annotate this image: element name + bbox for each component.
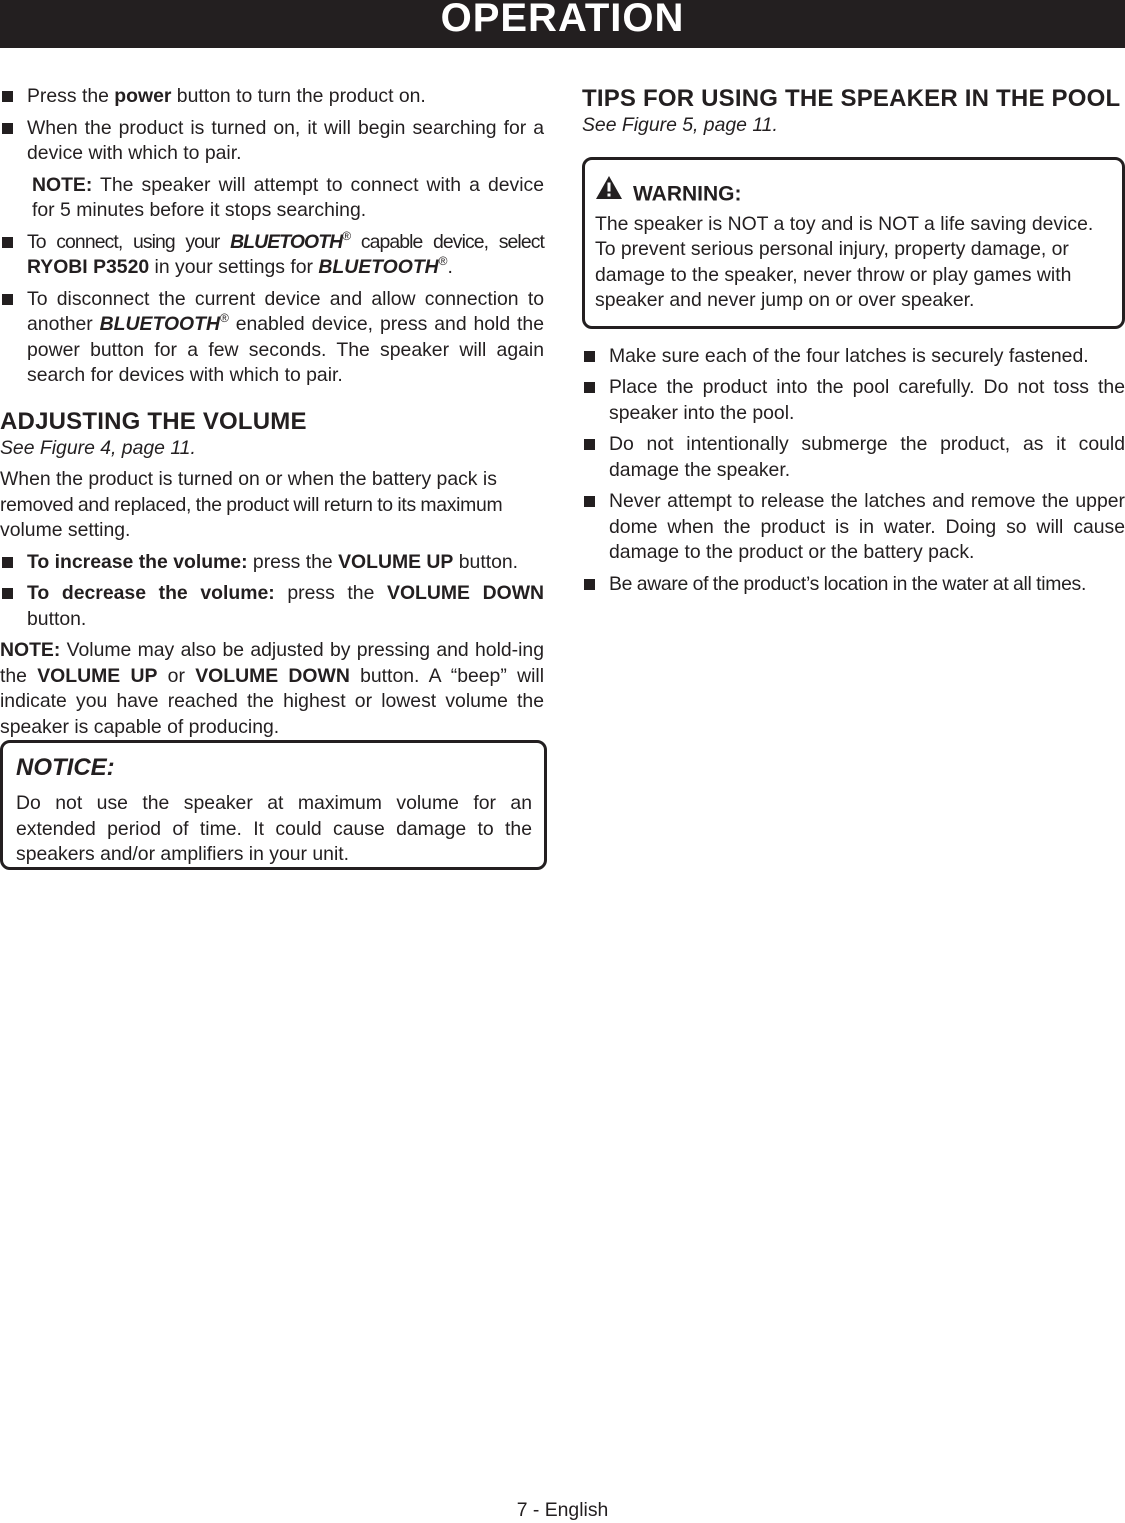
right-column [582,84,1125,603]
volume-heading: ADJUSTING THE VOLUME [0,407,307,435]
bullet-square-icon [584,382,595,393]
bullet-searching: When the product is turned on, it will begin searching for a device with which to pair. [0,116,544,167]
section-header [0,0,1125,48]
list-item: Be aware of the product’s location in the water at all times. [582,572,1125,598]
list-item: Never attempt to release the latches and remove the upper dome when the product is in water. Doing so will cause damage to the product or the battery pack. [582,489,1125,566]
warning-body: The speaker is NOT a toy and is NOT a life saving device. To prevent serious personal injury, property damage, or damage to the speaker, never throw or play games with speaker and never jump on or over speaker. [595,212,1094,311]
bullet-power-on: Press the power button to turn the product on. [0,84,544,110]
list-item: Do not intentionally submerge the product, as it could damage the speaker. [582,432,1125,483]
warning-title-row [595,178,1122,208]
bullet-square-icon [2,588,13,599]
volume-note: NOTE: Volume may also be adjusted by pressing and hold-ing the VOLUME UP or VOLUME DOWN button. A “beep” will indicate you have reached the highest or lowest volume the speaker is capable of producing. [0,639,544,738]
pool-figure-ref: See Figure 5, page 11. [582,114,778,136]
warning-box [582,157,1125,329]
volume-intro: When the product is turned on or when the battery pack is removed and replaced, the product will return to its maximum volume setting. [0,468,503,541]
bullet-square-icon [584,439,595,450]
bullet-square-icon [2,237,13,248]
section-title: OPERATION [440,0,685,40]
notice-box [0,740,547,870]
warning-triangle-icon [595,175,623,209]
bullet-increase-volume: To increase the volume: press the VOLUME UP button. [0,550,544,576]
pool-tips-list [582,344,1125,598]
page-footer: 7 - English [516,1499,609,1521]
note-search-timeout: NOTE: The speaker will attempt to connect with a device for 5 minutes before it stops searching. [32,173,544,221]
bullet-square-icon [2,557,13,568]
notice-body: Do not use the speaker at maximum volume for an extended period of time. It could cause damage to the speakers and/or amplifiers in your unit. [16,792,532,865]
bullet-disconnect: To disconnect the current device and allow connection to another BLUETOOTH® enabled device, press and hold the power button for a few seconds. The speaker will again search for devices with which to pair. [0,287,544,389]
bullet-square-icon [2,294,13,305]
warning-title: WARNING: [633,182,742,206]
bullet-square-icon [2,123,13,134]
left-column [0,84,544,740]
bullet-square-icon [584,579,595,590]
bullet-square-icon [584,496,595,507]
pool-tips-heading: TIPS FOR USING THE SPEAKER IN THE POOL [582,85,1121,112]
bullet-decrease-volume: To decrease the volume: press the VOLUME DOWN button. [0,581,544,632]
bullet-square-icon [2,91,13,102]
bullet-connect: To connect, using your BLUETOOTH® capable device, select RYOBI P3520 in your settings for BLUETOOTH®. [0,230,544,281]
notice-title: NOTICE: [16,754,115,781]
bullet-square-icon [584,351,595,362]
list-item: Place the product into the pool carefully. Do not toss the speaker into the pool. [582,375,1125,426]
list-item: Make sure each of the four latches is securely fastened. [582,344,1125,370]
volume-figure-ref: See Figure 4, page 11. [0,436,196,459]
